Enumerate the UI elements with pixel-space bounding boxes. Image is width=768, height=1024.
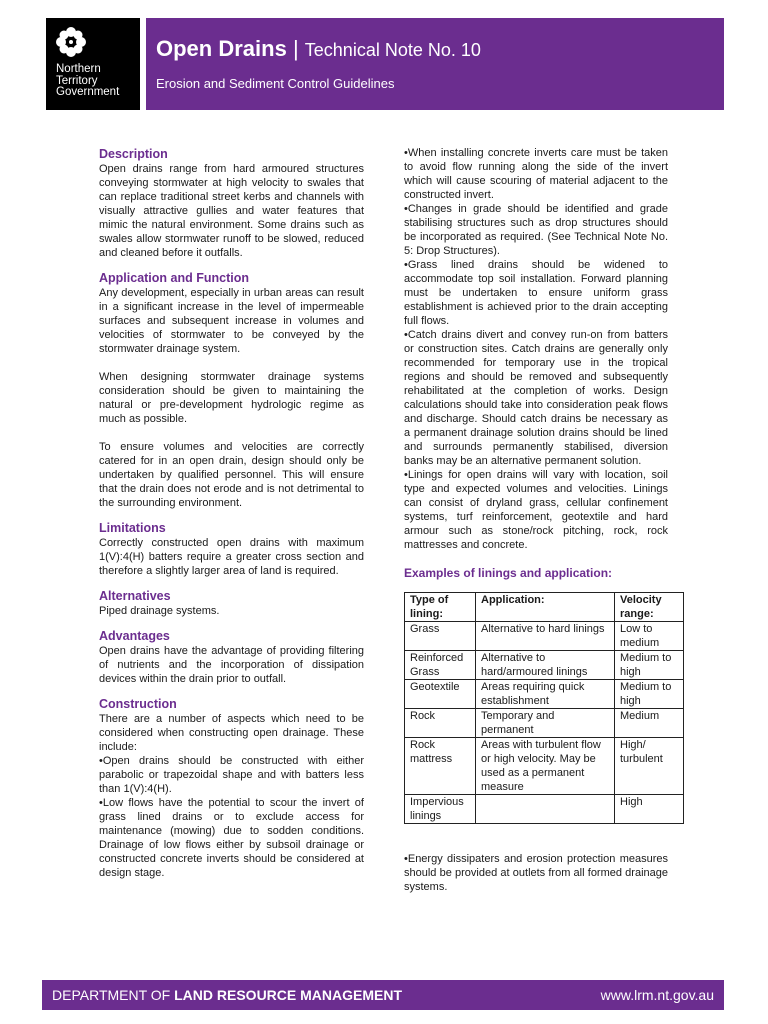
table-cell: High/ turbulent [615, 738, 684, 795]
table-row [405, 795, 684, 824]
construction-heading: Construction [99, 697, 177, 711]
description-heading: Description [99, 147, 168, 161]
bullet-grass-lined: •Grass lined drains should be widened to accommodate top soil installation. Forward planning must be undertaken to ensure uniform grass establishment is achieved prior to the drain accepting full flows. [404, 259, 668, 327]
table-row [405, 738, 684, 795]
table-cell: Alternative to hard/armoured linings [476, 651, 615, 680]
title-separator: | [292, 36, 299, 61]
bullet-grade-changes: •Changes in grade should be identified and grade stabilising structures such as drop structures should be incorporated as required. (See Technical Note No. 5: Drop Structures). [404, 203, 668, 257]
table-cell: Grass [405, 622, 476, 651]
bullet-concrete-inverts: •When installing concrete inverts care must be taken to avoid flow running along the side of the invert which will cause scouring of material adjacent to the constructed invert. [404, 147, 668, 201]
table-cell: Rock mattress [405, 738, 476, 795]
table-cell [476, 795, 615, 824]
table-cell: Alternative to hard linings [476, 622, 615, 651]
construction-text-1: There are a number of aspects which need to be considered when constructing open drainage. These include: [99, 713, 364, 753]
website-url: www.lrm.nt.gov.au [600, 987, 714, 1003]
alternatives-text: Piped drainage systems. [99, 605, 220, 617]
logo-wordmark [56, 64, 119, 99]
linings-table [404, 592, 684, 824]
nt-government-logo [46, 18, 140, 110]
logo-line: Government [56, 86, 120, 98]
column-header: Velocity range: [615, 593, 684, 622]
limitations-heading: Limitations [99, 521, 166, 535]
construction-bullet-2: •Low flows have the potential to scour the invert of grass lined drains or to exclude access for maintenance (mowing) due to sodden conditions. Drainage of low flows either by subsoil drainage or constructed concrete inverts should be considered at design stage. [99, 797, 364, 879]
table-cell: Impervious linings [405, 795, 476, 824]
application-text-1: Any development, especially in urban areas can result in a significant increase in the level of impermeable surfaces and subsequent increase in volumes and velocities of stormwater to be conveyed by the stormwater drainage system. [99, 287, 364, 355]
technical-note-number: Technical Note No. 10 [304, 40, 481, 60]
logo-line: Territory [56, 74, 98, 87]
construction-bullet-1: •Open drains should be constructed with either parabolic or trapezoidal shape and with batters less than 1(V):4(H). [99, 755, 364, 795]
application-text-3: To ensure volumes and velocities are correctly catered for in an open drain, design should only be undertaken by qualified personnel. This will ensure that the drain does not erode and is not detrimental to the surrounding environment. [99, 441, 364, 509]
column-header: Type of lining: [405, 593, 476, 622]
bullet-catch-drains: •Catch drains divert and convey run-on from batters or construction sites. Catch drains are generally only recommended for temporary use in the tropical regions and should be removed and subsequently rehabilitated at the completion of works. Design calculations should take into consideration peak flows and discharge. Should catch drains be necessary as a permanent drainage solution drains should be lined and surrounds permanently stabilised, diversion banks may be an alternative permanent solution. [404, 329, 668, 467]
examples-heading: Examples of linings and application: [404, 566, 613, 580]
description-text: Open drains range from hard armoured structures conveying stormwater at high velocity to swales that can replace traditional street kerbs and channels with visually attractive gullies and water features that mimic the natural environment. Some drains such as swales allow stormwater runoff to be slowed, reduced and cleaned before it outfalls. [99, 163, 364, 259]
advantages-text: Open drains have the advantage of providing filtering of nutrients and the incorporation of dissipation devices within the drain prior to outfall. [99, 645, 364, 685]
table-cell: Rock [405, 709, 476, 738]
alternatives-heading: Alternatives [99, 589, 171, 603]
logo-line: Northern [56, 63, 101, 75]
table-row [405, 651, 684, 680]
table-header-row [405, 593, 684, 622]
table-cell: Low to medium [615, 622, 684, 651]
header-band [146, 18, 724, 110]
footer-band [42, 980, 724, 1010]
table-cell: Reinforced Grass [405, 651, 476, 680]
left-column [99, 146, 364, 880]
department-name [52, 987, 402, 1003]
right-column [404, 146, 672, 894]
table-cell: Temporary and permanent [476, 709, 615, 738]
table-cell: Geotextile [405, 680, 476, 709]
flower-emblem-icon [55, 26, 87, 58]
limitations-text: Correctly constructed open drains with maximum 1(V):4(H) batters require a greater cross section and therefore a slightly larger area of land is required. [99, 537, 364, 577]
table-row [405, 709, 684, 738]
table-cell: Medium [615, 709, 684, 738]
bullet-energy-dissipaters: •Energy dissipaters and erosion protection measures should be provided at outlets from all formed drainage systems. [404, 853, 668, 893]
department-prefix: DEPARTMENT OF [52, 987, 171, 1003]
table-cell: Areas with turbulent flow or high velocity. May be used as a permanent measure [476, 738, 615, 795]
department-title: LAND RESOURCE MANAGEMENT [174, 987, 403, 1003]
table-cell: High [615, 795, 684, 824]
title-main: Open Drains [156, 36, 287, 61]
application-heading: Application and Function [99, 271, 249, 285]
table-row [405, 622, 684, 651]
page-title [156, 36, 481, 62]
table-cell: Medium to high [615, 651, 684, 680]
column-header: Application: [476, 593, 615, 622]
table-cell: Areas requiring quick establishment [476, 680, 615, 709]
advantages-heading: Advantages [99, 629, 170, 643]
page-subtitle: Erosion and Sediment Control Guidelines [156, 76, 395, 91]
application-text-2: When designing stormwater drainage systems consideration should be given to maintaining the natural or pre-development hydrologic regime as much as possible. [99, 371, 364, 425]
bullet-linings: •Linings for open drains will vary with location, soil type and expected volumes and velocities. Linings can consist of dryland grass, cellular confinement systems, turf reinforcement, geotextile and hard armour such as stone/rock pitching, rock, rock mattresses and concrete. [404, 469, 668, 551]
table-row [405, 680, 684, 709]
table-cell: Medium to high [615, 680, 684, 709]
